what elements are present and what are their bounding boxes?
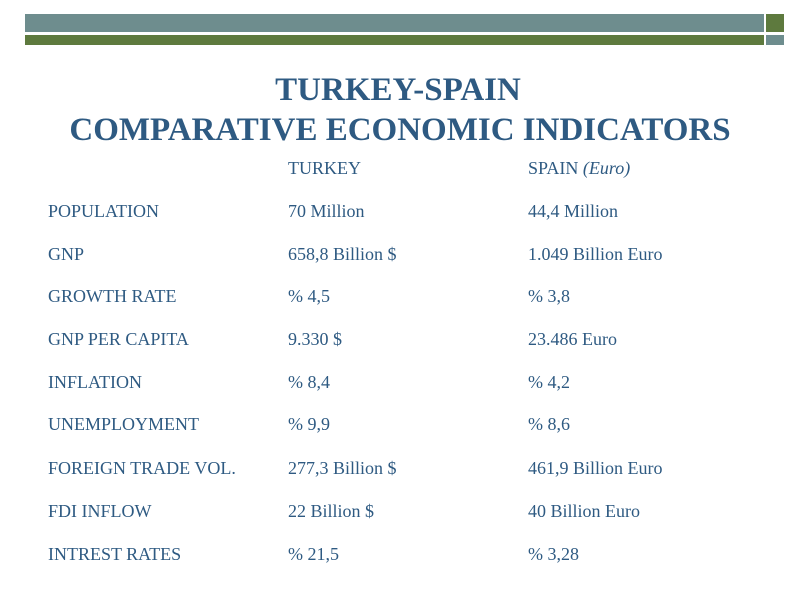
cell-turkey-gnp: 658,8 Billion $ — [288, 244, 397, 264]
row-label-interest-rates: INTREST RATES — [48, 544, 182, 564]
cell-spain-interest-rates: % 3,28 — [528, 544, 579, 564]
header-bar-bottom — [25, 35, 764, 45]
header-square-top — [766, 14, 784, 32]
cell-turkey-gnp-per-capita: 9.330 $ — [288, 329, 342, 349]
row-label-gnp-per-capita: GNP PER CAPITA — [48, 329, 189, 349]
row-label-gnp: GNP — [48, 244, 85, 264]
row-label-growth-rate: GROWTH RATE — [48, 286, 177, 306]
row-label-unemployment: UNEMPLOYMENT — [48, 414, 199, 434]
column-header-turkey: TURKEY — [288, 158, 361, 178]
slide-title — [0, 70, 800, 150]
cell-spain-inflation: % 4,2 — [528, 372, 570, 392]
cell-spain-gnp: 1.049 Billion Euro — [528, 244, 663, 264]
cell-spain-growth-rate: % 3,8 — [528, 286, 570, 306]
header-bar-top — [25, 14, 764, 32]
cell-spain-gnp-per-capita: 23.486 Euro — [528, 329, 617, 349]
column-header-spain-name: SPAIN — [528, 158, 579, 178]
cell-turkey-interest-rates: % 21,5 — [288, 544, 339, 564]
row-label-inflation: INFLATION — [48, 372, 142, 392]
column-header-spain-unit: (Euro) — [582, 158, 631, 178]
cell-turkey-fdi-inflow: 22 Billion $ — [288, 501, 375, 521]
cell-spain-unemployment: % 8,6 — [528, 414, 570, 434]
cell-turkey-foreign-trade-volume: 277,3 Billion $ — [288, 458, 397, 478]
cell-spain-foreign-trade-volume: 461,9 Billion Euro — [528, 458, 663, 478]
row-label-foreign-trade-volume: FOREIGN TRADE VOL. — [48, 458, 236, 478]
cell-turkey-unemployment: % 9,9 — [288, 414, 330, 434]
column-header-spain — [528, 157, 630, 179]
cell-spain-population: 44,4 Million — [528, 201, 619, 221]
header-square-bottom — [766, 35, 784, 45]
cell-spain-fdi-inflow: 40 Billion Euro — [528, 501, 640, 521]
cell-turkey-growth-rate: % 4,5 — [288, 286, 330, 306]
row-label-fdi-inflow: FDI INFLOW — [48, 501, 152, 521]
cell-turkey-population: 70 Million — [288, 201, 365, 221]
title-line-1: TURKEY-SPAIN — [275, 72, 521, 108]
title-line-2: COMPARATIVE ECONOMIC INDICATORS — [69, 112, 731, 148]
row-label-population: POPULATION — [48, 201, 160, 221]
cell-turkey-inflation: % 8,4 — [288, 372, 330, 392]
